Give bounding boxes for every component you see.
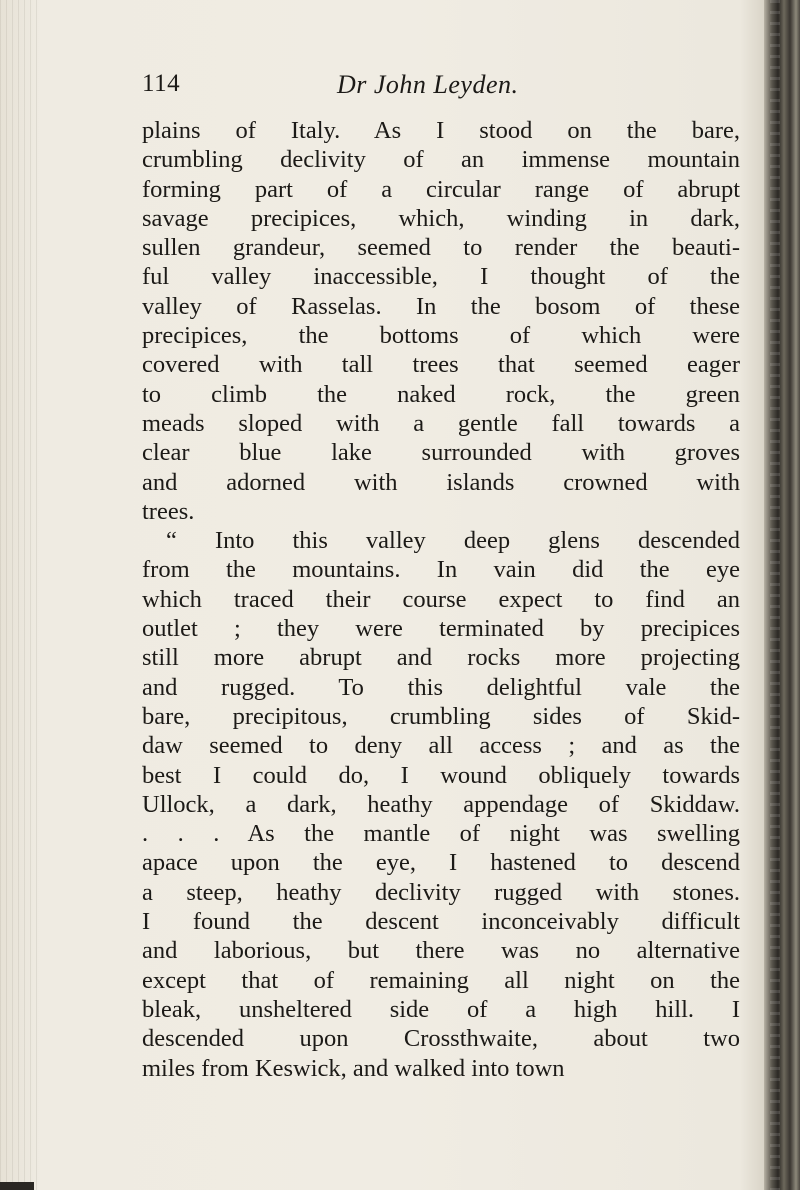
text-line: and rugged. To this delightful vale the (142, 673, 740, 701)
text-line: I found the descent inconceivably difficult (142, 908, 740, 936)
text-line: and adorned with islands crowned with (142, 468, 740, 496)
binding-gutter (0, 0, 40, 1190)
text-line: still more abrupt and rocks more projecting (142, 644, 740, 672)
text-line: covered with tall trees that seemed eager (142, 351, 740, 379)
text-line: meads sloped with a gentle fall towards a (142, 409, 740, 437)
text-line: descended upon Crossthwaite, about two (142, 1025, 740, 1053)
text-line: miles from Keswick, and walked into town (142, 1054, 565, 1082)
text-line: valley of Rasselas. In the bosom of these (142, 292, 740, 320)
text-line: sullen grandeur, seemed to render the beauti- (142, 234, 740, 262)
paragraph-start-line: “ Into this valley deep glens descended (166, 527, 740, 555)
text-line: Ullock, a dark, heathy appendage of Skiddaw. (142, 790, 740, 818)
text-line: ful valley inaccessible, I thought of the (142, 263, 740, 291)
text-line: to climb the naked rock, the green (142, 380, 740, 408)
text-line: and laborious, but there was no alternative (142, 937, 740, 965)
text-line: plains of Italy. As I stood on the bare, (142, 117, 740, 144)
text-line: . . . As the mantle of night was swelling (142, 820, 740, 848)
running-head: Dr John Leyden. (337, 70, 519, 99)
text-line: daw seemed to deny all access ; and as the (142, 732, 740, 760)
text-line: best I could do, I wound obliquely towards (142, 761, 740, 789)
text-line: which traced their course expect to find an (142, 585, 740, 613)
page-header (142, 70, 562, 106)
text-line: except that of remaining all night on the (142, 966, 740, 994)
text-line: from the mountains. In vain did the eye (142, 556, 740, 584)
text-line: outlet ; they were terminated by precipices (142, 615, 740, 643)
text-line: clear blue lake surrounded with groves (142, 439, 740, 467)
text-line: savage precipices, which, winding in dark, (142, 204, 740, 232)
text-line: bleak, unsheltered side of a high hill. I (142, 995, 740, 1023)
text-line: precipices, the bottoms of which were (142, 322, 740, 350)
text-line: apace upon the eye, I hastened to descend (142, 849, 740, 877)
text-line: bare, precipitous, crumbling sides of Skid- (142, 702, 740, 730)
body-text (142, 116, 740, 1083)
text-line: crumbling declivity of an immense mountain (142, 146, 740, 174)
page-edge-shadow (764, 0, 800, 1190)
text-line: a steep, heathy declivity rugged with stones. (142, 878, 740, 906)
page-number: 114 (142, 70, 181, 97)
text-line: forming part of a circular range of abrupt (142, 175, 740, 203)
paragraph-end-line: trees. (142, 497, 195, 525)
